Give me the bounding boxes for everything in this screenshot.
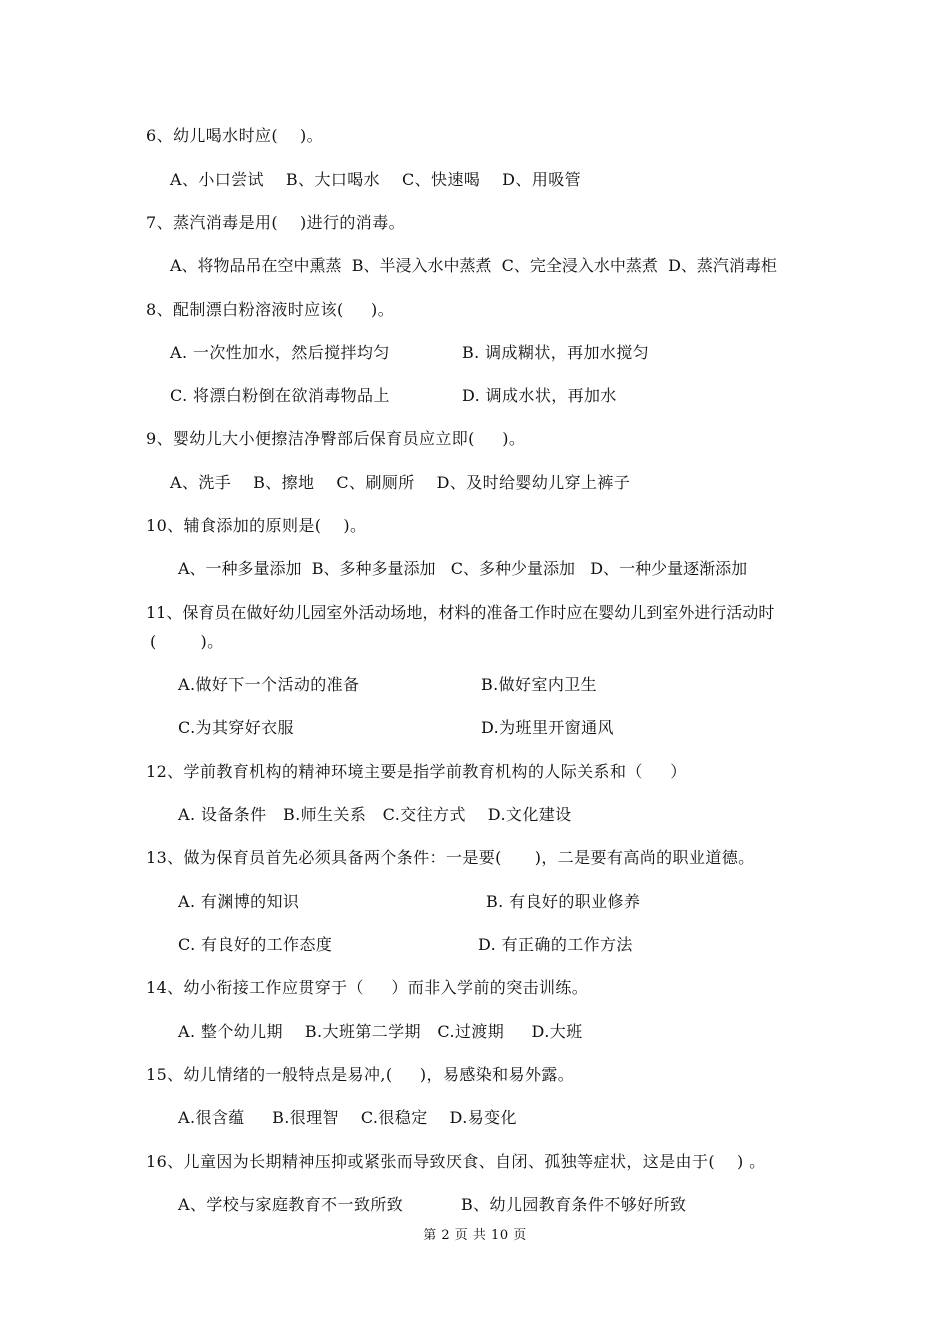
question-8-option-b: B. 调成糊状，再加水搅匀	[462, 343, 650, 362]
question-15-stem: 15、幼儿情绪的一般特点是易冲,( )，易感染和易外露。	[146, 1065, 575, 1084]
question-11-stem-line-2: ( )。	[150, 632, 224, 651]
question-14-stem: 14、幼小衔接工作应贯穿于（ ）而非入学前的突击训练。	[146, 978, 589, 997]
question-15-options: A.很含蕴 B.很理智 C.很稳定 D.易变化	[178, 1108, 517, 1127]
question-9-stem: 9、婴幼儿大小便擦洁净臀部后保育员应立即( )。	[146, 429, 526, 448]
question-16-option-b: B、幼儿园教育条件不够好所致	[461, 1195, 687, 1214]
question-16-option-a: A、学校与家庭教育不一致所致	[178, 1195, 404, 1214]
question-10-options: A、一种多量添加 B、多种多量添加 C、多种少量添加 D、一种少量逐渐添加	[178, 559, 748, 578]
question-13-option-a: A. 有渊博的知识	[178, 892, 300, 911]
question-11-option-c: C.为其穿好衣服	[178, 718, 294, 737]
question-8-stem: 8、配制漂白粉溶液时应该( )。	[146, 300, 395, 319]
question-7-options: A、将物品吊在空中熏蒸 B、半浸入水中蒸煮 C、完全浸入水中蒸煮 D、蒸汽消毒柜	[170, 256, 777, 275]
question-6-options: A、小口尝试 B、大口喝水 C、快速喝 D、用吸管	[170, 170, 582, 189]
question-10-stem: 10、辅食添加的原则是( )。	[146, 516, 367, 535]
question-8-option-d: D. 调成水状，再加水	[462, 386, 617, 405]
question-14-options: A. 整个幼儿期 B.大班第二学期 C.过渡期 D.大班	[178, 1022, 583, 1041]
question-6-stem: 6、幼儿喝水时应( )。	[146, 126, 324, 145]
question-11-stem-line-1: 11、保育员在做好幼儿园室外活动场地，材料的准备工作时应在婴幼儿到室外进行活动时	[146, 603, 775, 622]
question-13-stem: 13、做为保育员首先必须具备两个条件：一是要( )，二是要有高尚的职业道德。	[146, 848, 755, 867]
question-7-stem: 7、蒸汽消毒是用( )进行的消毒。	[146, 213, 406, 232]
question-13-option-b: B. 有良好的职业修养	[486, 892, 641, 911]
question-13-option-d: D. 有正确的工作方法	[478, 935, 633, 954]
question-16-stem: 16、儿童因为长期精神压抑或紧张而导致厌食、自闭、孤独等症状，这是由于( ) 。	[146, 1152, 766, 1171]
question-12-options: A. 设备条件 B.师生关系 C.交往方式 D.文化建设	[178, 805, 572, 824]
question-8-option-c: C. 将漂白粉倒在欲消毒物品上	[170, 386, 390, 405]
question-11-option-d: D.为班里开窗通风	[481, 718, 614, 737]
question-11-option-b: B.做好室内卫生	[481, 675, 598, 694]
question-13-option-c: C. 有良好的工作态度	[178, 935, 333, 954]
question-8-option-a: A. 一次性加水，然后搅拌均匀	[170, 343, 390, 362]
question-9-options: A、洗手 B、擦地 C、刷厕所 D、及时给婴幼儿穿上裤子	[170, 473, 631, 492]
page-number-footer: 第 2 页 共 10 页	[423, 1228, 527, 1243]
question-12-stem: 12、学前教育机构的精神环境主要是指学前教育机构的人际关系和（ ）	[146, 762, 687, 781]
question-11-option-a: A.做好下一个活动的准备	[178, 675, 360, 694]
